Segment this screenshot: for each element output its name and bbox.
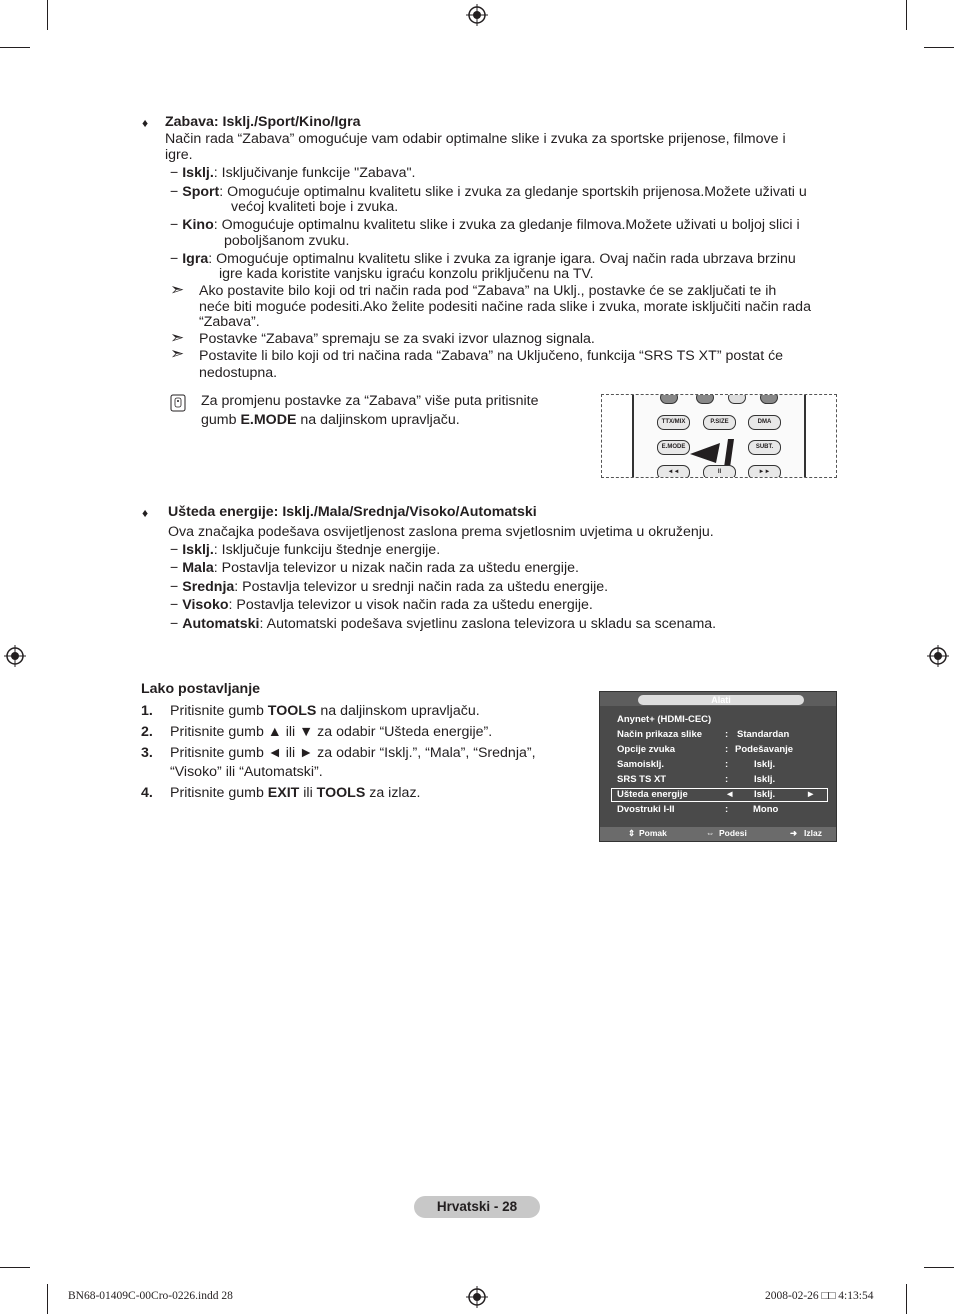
section-heading: Zabava: Isklj./Sport/Kino/Igra	[165, 114, 361, 130]
pause-button: ll	[703, 465, 736, 478]
step-text: “Visoko” ili “Automatski”.	[170, 764, 323, 780]
diamond-bullet-icon: ♦	[142, 506, 149, 520]
osd-row-value: Isklj.	[754, 759, 776, 770]
osd-row-label: SRS TS XT	[617, 774, 667, 785]
term: Sport	[182, 184, 220, 200]
term-text: : Omogućuje optimalnu kvalitetu slike i zvuka za igranje igara. Ovaj način rada ubrzava brzinu	[208, 251, 796, 267]
osd-row-value: Isklj.	[754, 789, 776, 800]
paragraph-line: Ova značajka podešava osvijetljenost zaslona prema svjetlosnim uvjetima u okruženju.	[168, 524, 714, 540]
remote-color-key	[696, 394, 714, 404]
crop-mark	[906, 1284, 907, 1314]
osd-row-label: Anynet+ (HDMI-CEC)	[617, 714, 712, 725]
note-line: Postavite li bilo koji od tri načina rada “Zabava” na Uključeno, funkcija “SRS TS XT” postat će	[199, 348, 784, 364]
list-item	[170, 542, 440, 559]
osd-row	[617, 729, 789, 740]
osd-row	[617, 759, 775, 770]
dash: −	[170, 616, 183, 632]
remote-dma-button: DMA	[748, 415, 781, 430]
osd-title: Alati	[638, 695, 804, 705]
note-arrow-icon: ➣	[170, 280, 185, 299]
section-heading: Lako postavljanje	[141, 681, 261, 697]
footer-filename: BN68-01409C-00Cro-0226.indd 28	[68, 1290, 233, 1302]
left-arrow-icon: ◄	[725, 789, 735, 800]
osd-row-separator: :	[725, 774, 729, 785]
note-line: neće biti moguće podesiti.Ako želite podesiti načine rada slike i zvuka, morate isključiti način rada	[199, 299, 811, 315]
registration-mark-icon	[466, 4, 488, 26]
step-number: 4.	[141, 785, 153, 801]
crop-mark	[924, 47, 954, 48]
tip-text: gumb	[201, 412, 241, 428]
step-number: 3.	[141, 745, 153, 761]
remote-color-key	[728, 394, 746, 404]
fast-forward-button: ►►	[748, 465, 781, 478]
term-text: : Postavlja televizor u visok način rada za uštedu energije.	[228, 597, 593, 613]
note-line: “Zabava”.	[199, 314, 260, 330]
list-item	[170, 597, 593, 614]
dash: −	[170, 184, 183, 200]
adjust-icon: ⇔	[706, 828, 715, 838]
osd-row-separator: :	[725, 804, 729, 815]
crop-mark	[47, 0, 48, 30]
osd-row	[617, 744, 793, 755]
term: Automatski	[182, 616, 260, 632]
osd-row-value: Podešavanje	[735, 744, 794, 755]
tip-line: Za promjenu postavke za “Zabava” više puta pritisnite	[201, 393, 539, 409]
dash: −	[170, 579, 183, 595]
step-number: 1.	[141, 703, 153, 719]
term-text: : Omogućuje optimalnu kvalitetu slike i zvuka za gledanje filmova.Možete uživati u boljoj slici i	[213, 217, 800, 233]
remote-illustration	[601, 394, 837, 478]
footer-timestamp: 2008-02-26 □□ 4:13:54	[765, 1290, 874, 1302]
osd-row-separator: :	[725, 759, 729, 770]
osd-row-value: Mono	[753, 804, 779, 815]
osd-row-selected	[617, 789, 815, 800]
term-text: : Isključivanje funkcije "Zabava".	[213, 165, 416, 181]
tip-button-name: E.MODE	[240, 412, 297, 428]
right-arrow-icon: ►	[806, 789, 816, 800]
dash: −	[170, 217, 183, 233]
crop-mark	[906, 0, 907, 30]
tip-line	[201, 412, 460, 429]
osd-row-label: Ušteda energije	[617, 789, 688, 800]
note-line: Ako postavite bilo koji od tri način rada pod “Zabava” na Uklj., postavke će se zaključati te ih	[199, 283, 777, 299]
osd-row-label: Način prikaza slike	[617, 729, 703, 740]
page-number-badge: Hrvatski - 28	[414, 1196, 540, 1218]
registration-mark-icon	[466, 1286, 488, 1308]
registration-mark-icon	[4, 645, 26, 667]
term: Visoko	[182, 597, 229, 613]
rewind-button: ◄◄	[657, 465, 690, 478]
crop-mark	[47, 1284, 48, 1314]
term-text: : Isključuje funkciju štednje energije.	[213, 542, 441, 558]
osd-footer-move: Pomak	[639, 828, 667, 838]
tools-osd-menu	[599, 691, 837, 842]
osd-row	[617, 804, 778, 815]
step-text-part: za izlaz.	[365, 785, 421, 801]
exit-icon: ➜	[790, 828, 798, 838]
dash: −	[170, 542, 183, 558]
osd-row	[617, 714, 711, 725]
osd-row-separator: :	[725, 729, 729, 740]
list-item-continuation: većoj kvaliteti boje i zvuka.	[231, 199, 399, 215]
list-item	[170, 217, 800, 234]
osd-row-label: Samoisklj.	[617, 759, 664, 770]
term: Kino	[182, 217, 214, 233]
remote-subt-button: SUBT.	[748, 440, 781, 455]
crop-mark	[0, 47, 30, 48]
remote-tip-icon	[170, 394, 186, 412]
crop-mark	[0, 1267, 30, 1268]
list-item	[170, 560, 579, 577]
remote-psize-button: P.SIZE	[703, 415, 736, 430]
term-text: : Automatski podešava svjetlinu zaslona televizora u skladu sa scenama.	[259, 616, 717, 632]
note-arrow-icon: ➣	[170, 328, 185, 347]
paragraph-line: Način rada “Zabava” omogućuje vam odabir optimalne slike i zvuka za sportske prijenose, filmove i	[165, 131, 786, 147]
note-line: nedostupna.	[199, 365, 278, 381]
osd-row-value: Isklj.	[754, 774, 776, 785]
osd-row	[617, 774, 775, 785]
remote-emode-button: E.MODE	[657, 440, 690, 455]
osd-footer	[600, 827, 836, 841]
step-key: TOOLS	[267, 703, 317, 719]
registration-mark-icon	[927, 645, 949, 667]
list-item	[170, 165, 416, 182]
tip-text: na daljinskom upravljaču.	[296, 412, 460, 428]
step-text-part: Pritisnite gumb	[170, 785, 268, 801]
dash: −	[170, 560, 183, 576]
move-icon: ⇕	[628, 828, 636, 838]
osd-footer-adjust: Podesi	[719, 828, 747, 838]
section-heading: Ušteda energije: Isklj./Mala/Srednja/Visoko/Automatski	[168, 504, 537, 520]
term-text: : Postavlja televizor u srednji način rada za uštedu energije.	[234, 579, 609, 595]
remote-color-key	[660, 394, 678, 404]
term: Isklj.	[182, 542, 214, 558]
osd-row-separator: :	[725, 744, 729, 755]
osd-row-value: Standardan	[737, 729, 790, 740]
term-text: : Omogućuje optimalnu kvalitetu slike i zvuka za gledanje sportskih prijenosa.Možete uživati u	[219, 184, 807, 200]
term: Isklj.	[182, 165, 214, 181]
note-line: Postavke “Zabava” spremaju se za svaki izvor ulaznog signala.	[199, 331, 595, 347]
step-text: Pritisnite gumb ◄ ili ► za odabir “Isklj.”, “Mala”, “Srednja”,	[170, 745, 536, 761]
note-arrow-icon: ➣	[170, 344, 185, 363]
list-item-continuation: igre kada koristite vanjsku igraću konzolu priključenu na TV.	[219, 266, 594, 282]
dash: −	[170, 251, 183, 267]
term: Mala	[182, 560, 214, 576]
step-text	[170, 703, 480, 720]
list-item	[170, 579, 608, 596]
dash: −	[170, 165, 183, 181]
paragraph-line: igre.	[165, 147, 193, 163]
step-text-part: ili	[299, 785, 317, 801]
step-text-part: na daljinskom upravljaču.	[316, 703, 480, 719]
term: Igra	[182, 251, 209, 267]
remote-ttx-button: TTX/MIX	[657, 415, 690, 430]
osd-row-label: Dvostruki I-II	[617, 804, 675, 815]
step-text-part: Pritisnite gumb	[170, 703, 268, 719]
osd-footer-exit: Izlaz	[804, 828, 822, 838]
step-key: TOOLS	[316, 785, 366, 801]
list-item-continuation: poboljšanom zvuku.	[224, 233, 350, 249]
dash: −	[170, 597, 183, 613]
step-key: EXIT	[267, 785, 300, 801]
step-text: Pritisnite gumb ▲ ili ▼ za odabir “Ušteda energije”.	[170, 724, 493, 740]
term: Srednja	[182, 579, 235, 595]
step-text	[170, 785, 421, 802]
step-number: 2.	[141, 724, 153, 740]
diamond-bullet-icon: ♦	[142, 116, 149, 130]
osd-row-label: Opcije zvuka	[617, 744, 676, 755]
list-item	[170, 616, 716, 633]
term-text: : Postavlja televizor u nizak način rada za uštedu energije.	[213, 560, 579, 576]
remote-color-key	[760, 394, 778, 404]
crop-mark	[924, 1267, 954, 1268]
